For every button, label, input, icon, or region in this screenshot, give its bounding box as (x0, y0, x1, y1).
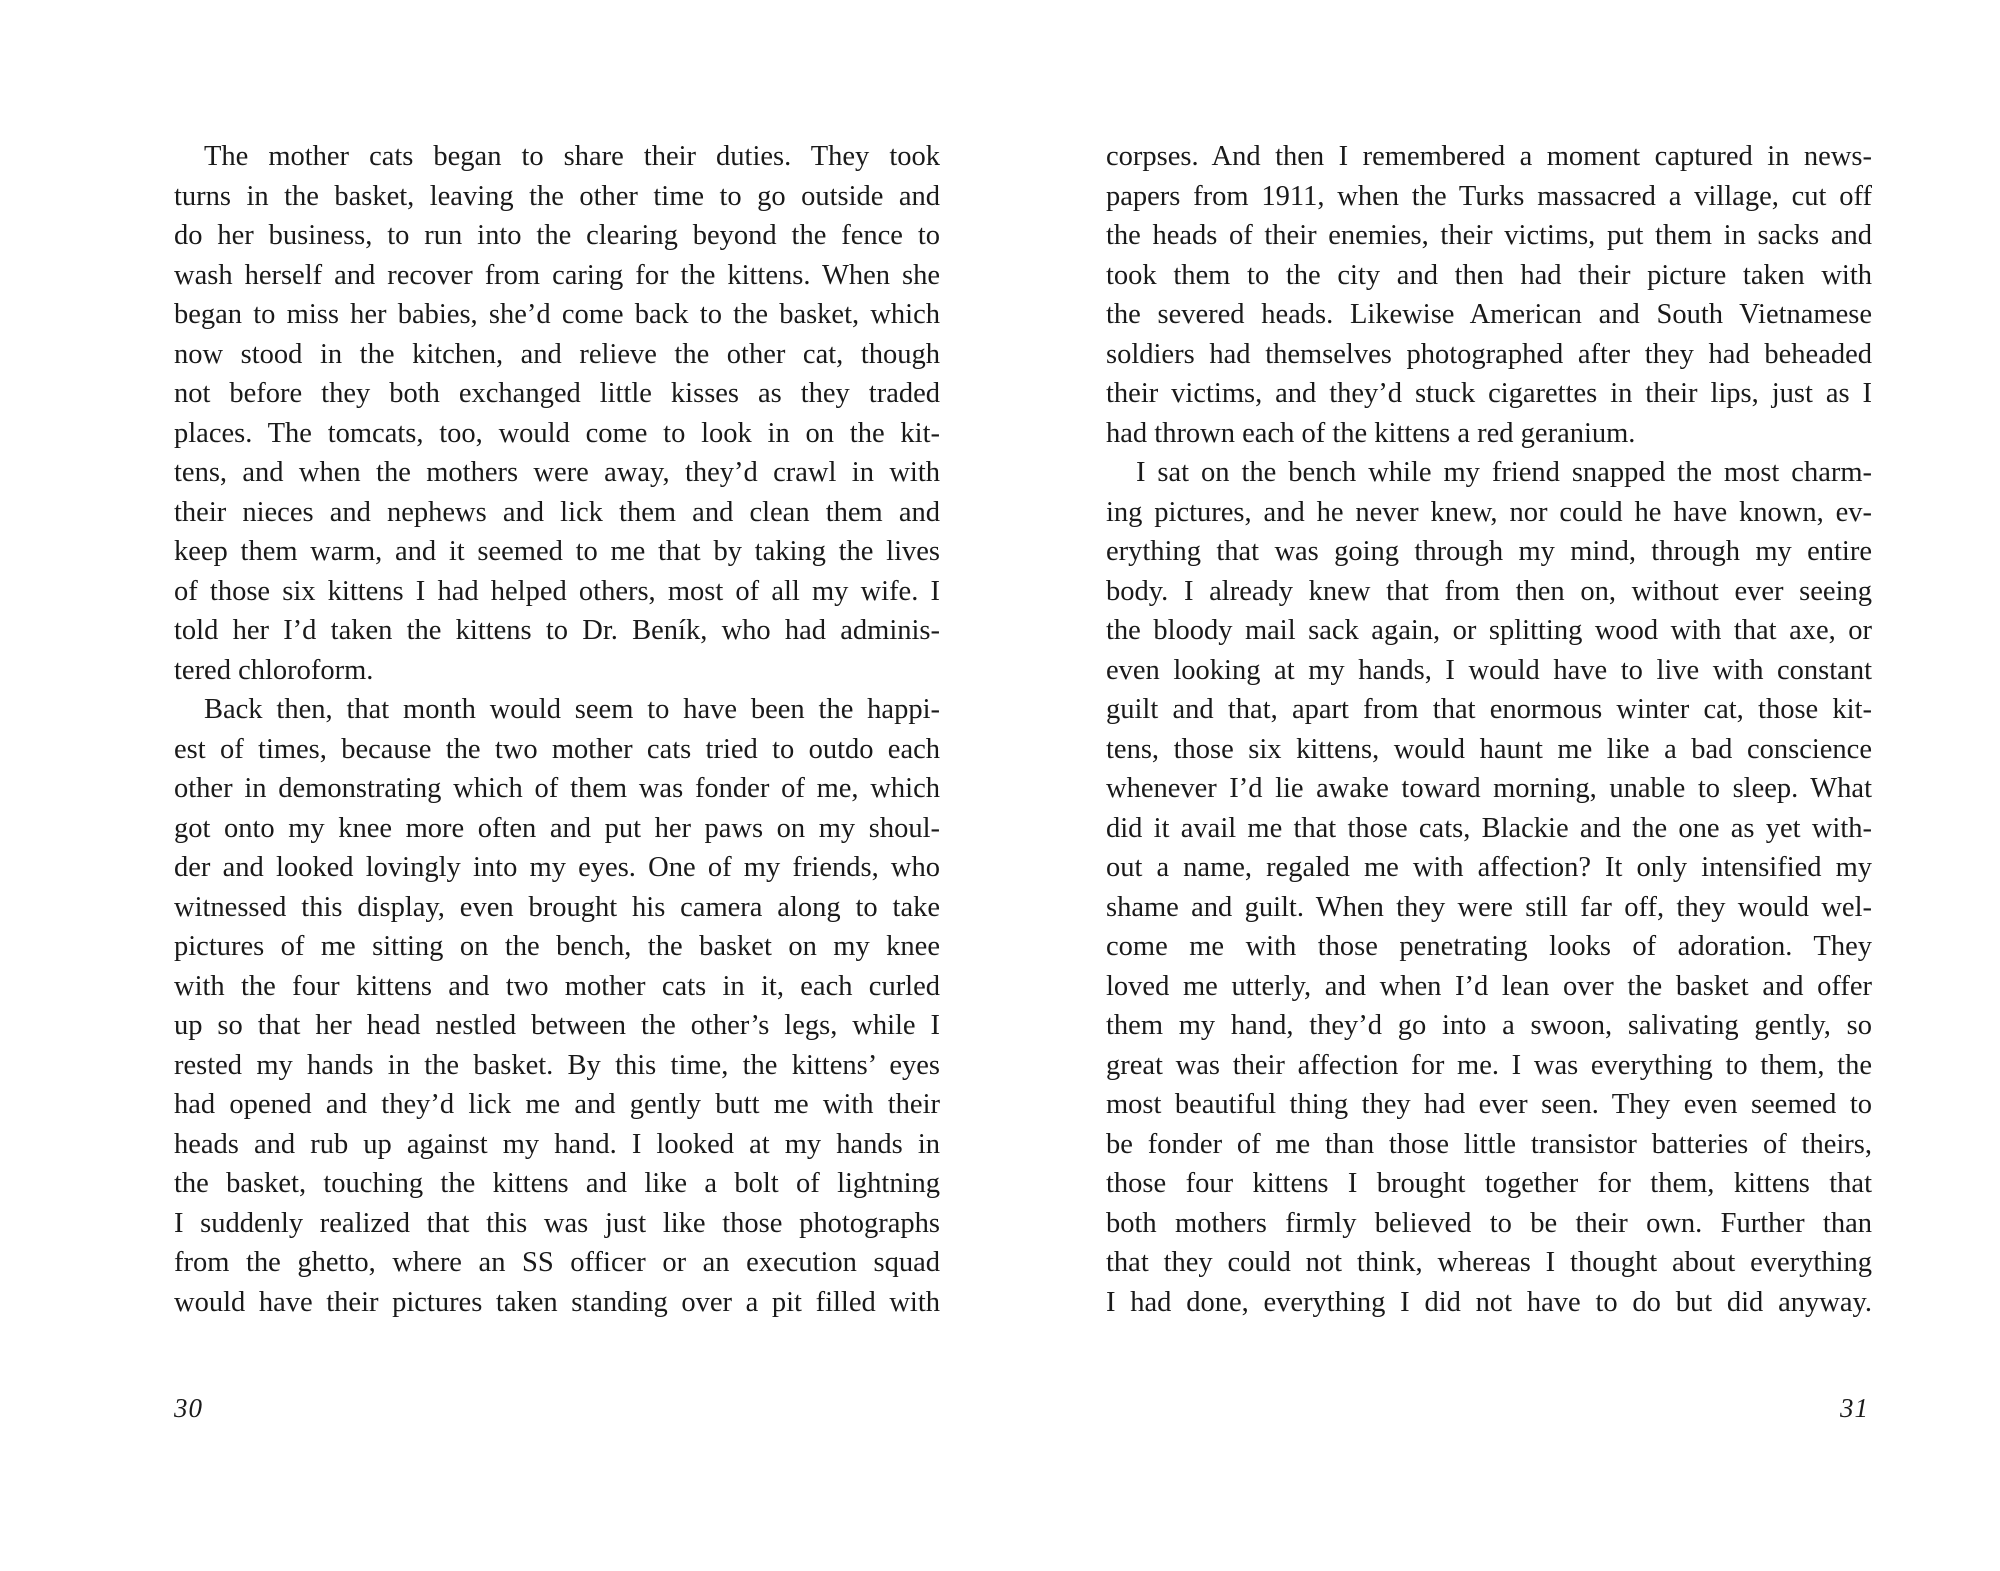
right-page (1000, 0, 2000, 1571)
text-line: those four kittens I brought together for them, kittens that (1106, 1168, 1872, 1199)
text-line: would have their pictures taken standing over a pit filled with (174, 1286, 940, 1318)
text-line: out a name, regaled me with affection? It only intensified my (1106, 852, 1872, 883)
text-line: ing pictures, and he never knew, nor could he have known, ev- (1106, 496, 1872, 528)
text-line: their victims, and they’d stuck cigarettes in their lips, just as I (1106, 378, 1872, 409)
text-line: loved me utterly, and when I’d lean over the basket and offer (1106, 970, 1872, 1002)
text-line: wash herself and recover from caring for the kittens. When she (174, 259, 940, 291)
page-number: 31 (1840, 1393, 1869, 1423)
text-line: from the ghetto, where an SS officer or an execution squad (174, 1247, 940, 1278)
text-line: did it avail me that those cats, Blackie and the one as yet with- (1106, 812, 1872, 844)
left-page-text (174, 137, 940, 1322)
text-line: keep them warm, and it seemed to me that by taking the lives (174, 536, 940, 567)
text-line: do her business, to run into the clearing beyond the fence to (174, 220, 940, 251)
text-line: turns in the basket, leaving the other time to go outside and (174, 180, 940, 212)
text-line: that they could not think, whereas I thought about everything (1106, 1247, 1872, 1278)
text-line: erything that was going through my mind, through my entire (1106, 536, 1872, 567)
text-line: not before they both exchanged little kisses as they traded (174, 378, 940, 409)
text-line: both mothers firmly believed to be their own. Further than (1106, 1207, 1872, 1239)
text-line: Back then, that month would seem to have been the happi- (204, 694, 940, 725)
text-line: up so that her head nestled between the other’s legs, while I (174, 1010, 940, 1041)
page-number: 30 (174, 1393, 203, 1423)
text-line: even looking at my hands, I would have to live with constant (1106, 654, 1872, 686)
text-line: other in demonstrating which of them was fonder of me, which (174, 773, 940, 804)
text-line: I had done, everything I did not have to do but did anyway. (1106, 1286, 1872, 1318)
text-line: took them to the city and then had their picture taken with (1106, 259, 1872, 291)
text-line: tens, those six kittens, would haunt me like a bad conscience (1106, 733, 1872, 765)
text-line: witnessed this display, even brought his camera along to take (174, 891, 940, 923)
text-line: papers from 1911, when the Turks massacred a village, cut off (1106, 180, 1872, 212)
text-line: places. The tomcats, too, would come to look in on the kit- (174, 417, 940, 449)
text-line: shame and guilt. When they were still far off, they would wel- (1106, 891, 1872, 923)
text-line: der and looked lovingly into my eyes. One of my friends, who (174, 852, 940, 883)
text-line: their nieces and nephews and lick them and clean them and (174, 496, 940, 528)
text-line: now stood in the kitchen, and relieve the other cat, though (174, 338, 940, 370)
text-line: I suddenly realized that this was just like those photographs (174, 1207, 940, 1239)
text-line: most beautiful thing they had ever seen. They even seemed to (1106, 1089, 1872, 1120)
text-line: soldiers had themselves photographed after they had beheaded (1106, 338, 1872, 370)
text-line: had opened and they’d lick me and gently butt me with their (174, 1089, 940, 1120)
text-line: began to miss her babies, she’d come back to the basket, which (174, 299, 940, 330)
text-line: heads and rub up against my hand. I looked at my hands in (174, 1128, 940, 1160)
text-line: guilt and that, apart from that enormous winter cat, those kit- (1106, 694, 1872, 725)
text-line: be fonder of me than those little transistor batteries of theirs, (1106, 1128, 1872, 1160)
text-line: the basket, touching the kittens and like a bolt of lightning (174, 1168, 940, 1199)
text-line: body. I already knew that from then on, without ever seeing (1106, 575, 1872, 607)
text-line: rested my hands in the basket. By this time, the kittens’ eyes (174, 1049, 940, 1081)
text-line: them my hand, they’d go into a swoon, salivating gently, so (1106, 1010, 1872, 1041)
text-line: tered chloroform. (174, 654, 374, 686)
text-line: The mother cats began to share their duties. They took (204, 141, 940, 172)
text-line: told her I’d taken the kittens to Dr. Beník, who had adminis- (174, 615, 940, 646)
text-line: of those six kittens I had helped others, most of all my wife. I (174, 575, 940, 607)
text-line: great was their affection for me. I was everything to them, the (1106, 1049, 1872, 1081)
text-line: got onto my knee more often and put her paws on my shoul- (174, 812, 940, 844)
text-line: with the four kittens and two mother cats in it, each curled (174, 970, 940, 1002)
right-page-text (1106, 137, 1872, 1322)
text-line: the severed heads. Likewise American and South Vietnamese (1106, 299, 1872, 330)
text-line: est of times, because the two mother cats tried to outdo each (174, 733, 940, 765)
text-line: tens, and when the mothers were away, they’d crawl in with (174, 457, 940, 488)
text-line: had thrown each of the kittens a red geranium. (1106, 417, 1636, 449)
text-line: corpses. And then I remembered a moment captured in news- (1106, 141, 1872, 172)
text-line: whenever I’d lie awake toward morning, unable to sleep. What (1106, 773, 1872, 804)
text-line: the heads of their enemies, their victims, put them in sacks and (1106, 220, 1872, 251)
text-line: come me with those penetrating looks of adoration. They (1106, 931, 1872, 962)
text-line: I sat on the bench while my friend snapped the most charm- (1136, 457, 1872, 488)
text-line: pictures of me sitting on the bench, the basket on my knee (174, 931, 940, 962)
text-line: the bloody mail sack again, or splitting wood with that axe, or (1106, 615, 1872, 646)
